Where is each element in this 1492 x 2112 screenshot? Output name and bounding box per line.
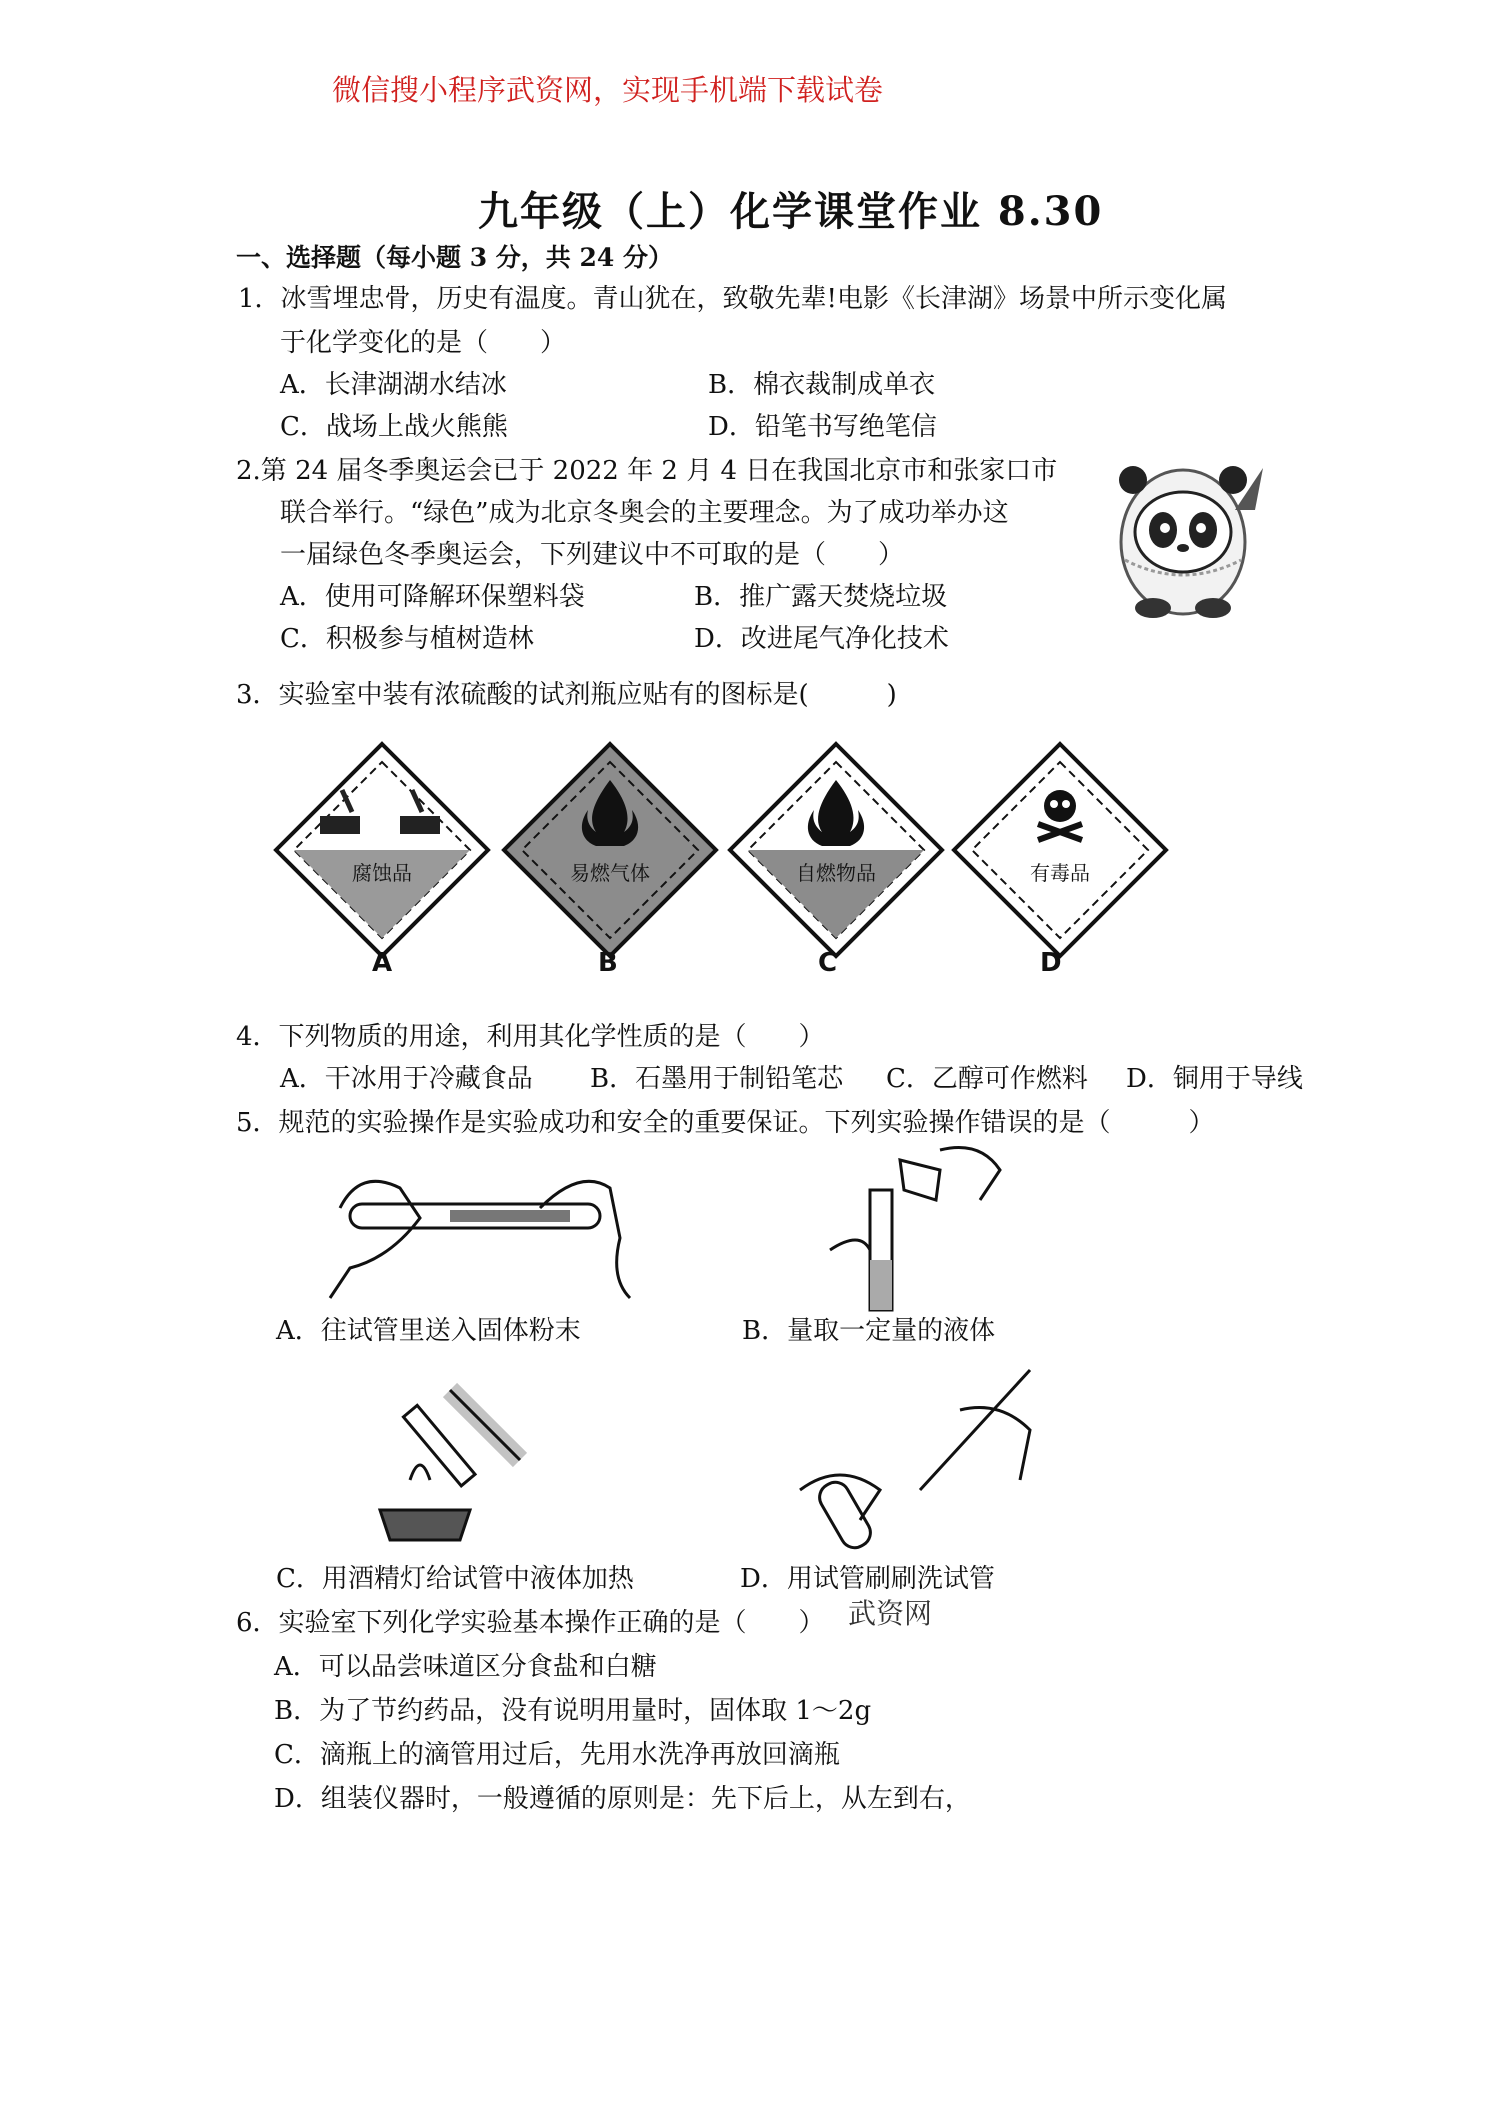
option-d[interactable]: D．改进尾气净化技术 [694,624,949,654]
site-banner: 微信搜小程序武资网，实现手机端下载试卷 [332,73,884,107]
option-a[interactable]: A．往试管里送入固体粉末 [276,1316,581,1346]
question-text: 一届绿色冬季奥运会，下列建议中不可取的是（ ） [280,540,905,570]
watermark-text: 武资网 [848,1597,933,1630]
option-c[interactable]: C．战场上战火熊熊 [280,412,508,442]
option-b[interactable]: B．推广露天焚烧垃圾 [694,582,948,612]
hazard-sign-d[interactable] [950,740,1170,960]
option-c[interactable]: C．滴瓶上的滴管用过后，先用水洗净再放回滴瓶 [274,1740,840,1770]
question-text: 4．下列物质的用途，利用其化学性质的是（ ） [236,1022,825,1052]
option-a[interactable]: A．可以品尝味道区分食盐和白糖 [274,1652,657,1682]
hazard-sign-b[interactable] [500,740,720,960]
option-b[interactable]: B．为了节约药品，没有说明用量时，固体取 1～2g [274,1696,872,1726]
sign-label: 腐蚀品 [352,861,412,885]
option-a[interactable]: A．长津湖湖水结冰 [280,370,507,400]
option-c[interactable]: C．用酒精灯给试管中液体加热 [276,1564,634,1594]
option-a[interactable]: A．使用可降解环保塑料袋 [280,582,585,612]
option-b[interactable]: B．量取一定量的液体 [742,1316,996,1346]
question-text: 2.第 24 届冬季奥运会已于 2022 年 2 月 4 日在我国北京市和张家口市 [236,456,1058,486]
option-c[interactable]: C．积极参与植树造林 [280,624,534,654]
illustration-brush [800,1360,1040,1550]
page-title: 九年级（上）化学课堂作业 8.30 [478,188,1104,235]
option-d[interactable]: D．组装仪器时，一般遵循的原则是：先下后上，从左到右， [274,1784,971,1814]
illustration-measure [830,1140,1030,1310]
question-text: 6．实验室下列化学实验基本操作正确的是（ ） [236,1608,825,1638]
sign-label: 易燃气体 [570,861,650,885]
sign-label: 自燃物品 [796,861,876,885]
question-text: 1．冰雪埋忠骨，历史有温度。青山犹在，致敬先辈!电影《长津湖》场景中所示变化属 [238,284,1227,314]
illustration-heating [360,1380,560,1540]
option-b[interactable]: B．棉衣裁制成单衣 [708,370,936,400]
option-d[interactable]: D．铅笔书写绝笔信 [708,412,937,442]
sign-label: 有毒品 [1030,861,1090,885]
option-a[interactable]: A．干冰用于冷藏食品 [280,1064,533,1094]
option-b[interactable]: B．石墨用于制铅笔芯 [590,1064,844,1094]
question-text: 5．规范的实验操作是实验成功和安全的重要保证。下列实验操作错误的是（ ） [236,1108,1215,1138]
option-letter-a: A [372,948,393,978]
section-heading: 一、选择题（每小题 3 分，共 24 分） [236,243,674,272]
option-c[interactable]: C．乙醇可作燃料 [886,1064,1088,1094]
question-text: 联合举行。“绿色”成为北京冬奥会的主要理念。为了成功举办这 [280,498,1009,528]
option-d[interactable]: D．铜用于导线 [1126,1064,1303,1094]
question-text: 3．实验室中装有浓硫酸的试剂瓶应贴有的图标是( ) [236,680,897,710]
illustration-powder [330,1148,630,1308]
option-letter-c: C [818,948,838,978]
option-letter-d: D [1040,948,1062,978]
question-text: 于化学变化的是（ ） [280,328,567,358]
mascot-image [1105,450,1265,620]
option-d[interactable]: D．用试管刷刷洗试管 [740,1564,995,1594]
hazard-sign-a[interactable] [272,740,492,960]
hazard-sign-c[interactable] [726,740,946,960]
option-letter-b: B [598,948,618,978]
